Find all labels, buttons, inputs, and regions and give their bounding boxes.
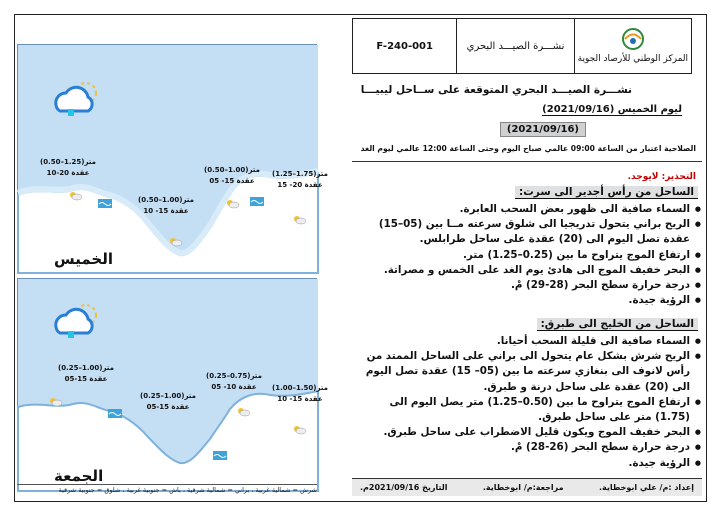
validity-line: الصلاحية اعتبار من الساعة 09:00 عالمي صباح اليوم وحتى الساعة 12:00 عالمي ليوم الغد: [360, 144, 696, 153]
forecast-east: [272, 383, 328, 405]
warning: [628, 172, 696, 182]
forecast-west: [40, 157, 96, 179]
footer: [352, 478, 702, 496]
wave-icon: [98, 193, 112, 202]
forecast-benghazi: [206, 371, 262, 393]
wave-height: (1.00–1.50)متر: [272, 384, 328, 392]
wave-height: (0.50–1.00)متر: [204, 166, 260, 174]
prepared-by: إعداد :م/ علي ابوخطاية.: [598, 483, 694, 492]
map-day-label: الجمعة: [50, 467, 107, 485]
wind-speed: 05-15 عقدة: [64, 375, 108, 383]
divider: [352, 161, 702, 162]
forecast-east: [272, 169, 328, 191]
sun-cloud-icon: [168, 231, 182, 240]
list-item: ● الرؤية جيدة.: [356, 456, 702, 471]
forecast-west: [58, 363, 114, 385]
wind-speed: 05-15 عقدة: [146, 403, 190, 411]
section-west-list: [356, 202, 702, 308]
section-east-list: [356, 334, 702, 471]
wave-height: (0.50–1.25)متر: [40, 158, 96, 166]
day-line: ليوم الخميس (2021/09/16): [542, 104, 682, 115]
wave-icon: [108, 403, 122, 412]
wind-speed: 05 -15 عقدة: [209, 177, 255, 185]
wave-height: (0.25–1.00)متر: [58, 364, 114, 372]
wind-speed: 10 -15 عقدة: [277, 395, 323, 403]
footer-date: التاريخ 2021/09/16م.: [360, 483, 448, 492]
map-day-label: الخميس: [50, 250, 117, 268]
wave-icon: [250, 191, 264, 200]
sun-cloud-icon: [48, 391, 62, 400]
sun-cloud-icon: [68, 185, 82, 194]
bulletin-text-column: [352, 18, 702, 498]
sun-cloud-icon: [292, 209, 306, 218]
org-name: المركز الوطني للأرصاد الجوية: [577, 54, 689, 64]
warning-label: التحذير:: [661, 172, 696, 182]
list-item: ● البحر خفيف الموج الى هادئ يوم الغد على الخمس و مصراتة.: [356, 263, 702, 278]
wave-icon: [213, 445, 227, 454]
forecast-benghazi: [204, 165, 260, 187]
map-friday: [17, 278, 328, 490]
wind-speed: 15 -20 عقدة: [277, 181, 323, 189]
list-item: ● ارتفاع الموج يتراوح ما بين (0.25–1.25) متر.: [356, 248, 702, 263]
section-west-heading: الساحل من رأس أجدير الى سرت:: [515, 186, 698, 199]
header-logo-cell: [574, 19, 691, 73]
reviewed-by: مراجعة:م/ ابوخطاية.: [482, 483, 564, 492]
wind-speed: 10 -15 عقدة: [143, 207, 189, 215]
wave-height: (1.25–1.75)متر: [272, 170, 328, 178]
list-item: ● الرؤية جيدة.: [356, 293, 702, 308]
list-item: ● الريح براني يتحول تدريجيا الى شلوق سرعته مــا بين (05–15) عقدة تصل اليوم الى (20) عقدة على ساحل طرابلس.: [356, 217, 702, 247]
cloud-sun-icon: [46, 75, 60, 84]
sun-cloud-icon: [292, 419, 306, 428]
list-item: ● السماء صافية الى قليلة السحب أحيانا.: [356, 334, 702, 349]
cloud-sun-icon: [46, 297, 60, 306]
list-item: ● ارتفاع الموج يتراوح ما بين (0.50–1.25) متر يصل اليوم الى (1.75) متر على ساحل طبرق.: [356, 395, 702, 425]
maps-column: [17, 44, 328, 494]
map-thursday: [17, 44, 328, 272]
forecast-gulf: [138, 195, 194, 217]
bulletin-title: نشـــرة الصيـــد البحري المتوقعة على ســاحل ليبيـــا: [360, 84, 632, 96]
wind-speed: 05 -10 عقدة: [211, 383, 257, 391]
wave-height: (0.25–0.75)متر: [206, 372, 262, 380]
wave-height: (0.50–1.00)متر: [138, 196, 194, 204]
form-code: F-240-001: [376, 40, 433, 52]
list-item: ● درجة حرارة سطح البحر (26-28) مْ.: [356, 440, 702, 455]
list-item: ● درجة حرارة سطح البحر (28-29) مْ.: [356, 278, 702, 293]
bulletin-name: نشـــرة الصيـــد البحري: [456, 19, 573, 73]
list-item: ● الريح شرش بشكل عام يتحول الى براني على الساحل الممتد من رأس لانوف الى بنغازي سرعته ما بين (05– 15) عقدة تصل اليوم الى (20) عقدة على ساحل درنة و طبرق.: [356, 349, 702, 395]
warning-text: لايوجد.: [627, 172, 659, 182]
sun-cloud-icon: [225, 193, 239, 202]
list-item: ● البحر خفيف الموج ويكون قليل الاضطراب على ساحل طبرق.: [356, 425, 702, 440]
weather-center-logo-icon: [619, 27, 647, 51]
sun-cloud-icon: [236, 401, 250, 410]
forecast-gulf: [140, 391, 196, 413]
section-east-heading: الساحل من الخليج الى طبرق:: [537, 318, 698, 331]
wave-height: (0.25–1.00)متر: [140, 392, 196, 400]
list-item: ● السماء صافية الى ظهور بعض السحب العابرة.: [356, 202, 702, 217]
date-box: (2021/09/16): [500, 122, 586, 137]
wind-direction-legend: شرش = شمالية غربية ، براني = شمالية شرقية ، باش = جنوبية غربية ، شلوق = جنوبية شرقية: [17, 484, 317, 495]
wind-speed: 10-20 عقدة: [46, 169, 90, 177]
header-table: [352, 18, 692, 74]
